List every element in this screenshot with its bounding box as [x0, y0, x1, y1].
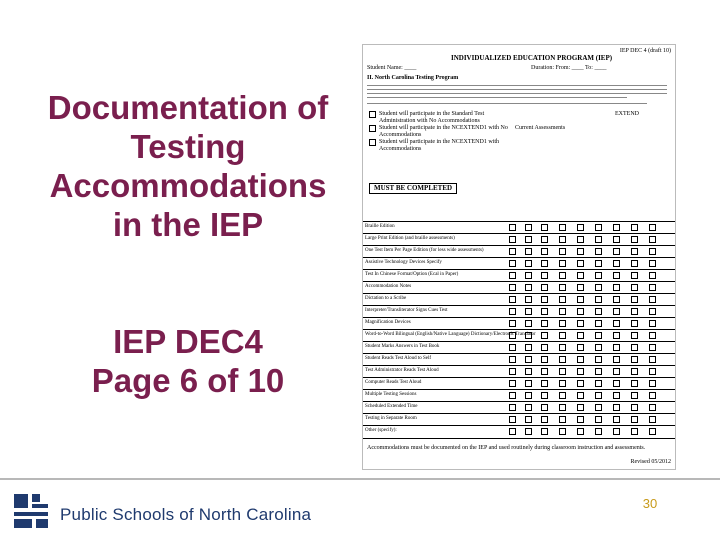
grid-checkbox[interactable]: [541, 260, 548, 267]
grid-checkbox[interactable]: [577, 368, 584, 375]
grid-checkbox[interactable]: [577, 284, 584, 291]
grid-checkbox[interactable]: [509, 320, 516, 327]
grid-checkbox[interactable]: [613, 380, 620, 387]
grid-checkbox[interactable]: [509, 308, 516, 315]
grid-checkbox[interactable]: [649, 308, 656, 315]
grid-checkbox[interactable]: [509, 248, 516, 255]
grid-checkbox[interactable]: [577, 272, 584, 279]
grid-checkbox[interactable]: [631, 296, 638, 303]
grid-checkbox[interactable]: [541, 392, 548, 399]
grid-checkbox[interactable]: [525, 428, 532, 435]
title-line: in the IEP: [112, 206, 264, 243]
grid-checkbox[interactable]: [541, 308, 548, 315]
grid-checkbox[interactable]: [595, 416, 602, 423]
grid-checkbox[interactable]: [577, 428, 584, 435]
grid-checkbox[interactable]: [509, 332, 516, 339]
grid-checkbox[interactable]: [631, 380, 638, 387]
title-line: Accommodations: [49, 167, 327, 204]
grid-checkbox[interactable]: [559, 224, 566, 231]
grid-checkbox[interactable]: [631, 344, 638, 351]
grid-checkbox[interactable]: [649, 320, 656, 327]
grid-checkbox[interactable]: [595, 368, 602, 375]
grid-checkbox[interactable]: [613, 272, 620, 279]
student-name-label: Student Name: ____: [367, 65, 417, 71]
grid-checkbox[interactable]: [541, 296, 548, 303]
subtitle-line: Page 6 of 10: [91, 362, 285, 399]
grid-checkbox[interactable]: [541, 380, 548, 387]
grid-checkbox[interactable]: [559, 392, 566, 399]
grid-checkbox[interactable]: [631, 284, 638, 291]
grid-checkbox[interactable]: [631, 332, 638, 339]
grid-checkbox[interactable]: [541, 224, 548, 231]
grid-checkbox[interactable]: [649, 392, 656, 399]
grid-checkbox[interactable]: [631, 428, 638, 435]
grid-checkbox[interactable]: [525, 248, 532, 255]
grid-checkbox[interactable]: [613, 404, 620, 411]
row-label: Other (specify):: [365, 428, 397, 433]
grid-checkbox[interactable]: [613, 428, 620, 435]
option-label: Student will participate in the NCEXTEND1 with No Accommodations: [379, 125, 508, 138]
grid-checkbox[interactable]: [613, 332, 620, 339]
row-label: Test Administrator Reads Test Aloud: [365, 368, 439, 373]
grid-checkbox[interactable]: [559, 236, 566, 243]
grid-checkbox[interactable]: [541, 404, 548, 411]
grid-checkbox[interactable]: [509, 356, 516, 363]
grid-checkbox[interactable]: [613, 236, 620, 243]
grid-checkbox[interactable]: [577, 344, 584, 351]
grid-checkbox[interactable]: [577, 248, 584, 255]
grid-checkbox[interactable]: [631, 308, 638, 315]
grid-checkbox[interactable]: [595, 404, 602, 411]
grid-checkbox[interactable]: [559, 332, 566, 339]
text-line: [367, 97, 627, 98]
grid-checkbox[interactable]: [649, 368, 656, 375]
grid-checkbox[interactable]: [631, 404, 638, 411]
grid-checkbox[interactable]: [649, 344, 656, 351]
row-label: Assistive Technology Devices Specify: [365, 260, 442, 265]
grid-checkbox[interactable]: [509, 224, 516, 231]
grid-checkbox[interactable]: [525, 284, 532, 291]
grid-checkbox[interactable]: [613, 284, 620, 291]
row-label: Scheduled Extended Time: [365, 404, 418, 409]
grid-checkbox[interactable]: [613, 224, 620, 231]
grid-checkbox[interactable]: [613, 416, 620, 423]
column-header: EXTEND: [615, 111, 639, 117]
grid-checkbox[interactable]: [577, 308, 584, 315]
grid-checkbox[interactable]: [541, 344, 548, 351]
grid-checkbox[interactable]: [509, 296, 516, 303]
subtitle-line: IEP DEC4: [113, 323, 263, 360]
grid-checkbox[interactable]: [595, 344, 602, 351]
column-header: Current Assessments: [515, 125, 566, 131]
grid-checkbox[interactable]: [595, 320, 602, 327]
grid-checkbox[interactable]: [541, 428, 548, 435]
grid-checkbox[interactable]: [649, 356, 656, 363]
page-number: 30: [642, 496, 658, 511]
grid-checkbox[interactable]: [509, 416, 516, 423]
grid-checkbox[interactable]: [631, 272, 638, 279]
grid-checkbox[interactable]: [595, 248, 602, 255]
grid-checkbox[interactable]: [649, 284, 656, 291]
text-line: [367, 103, 647, 104]
row-label: Large Print Edition (and braille assessments): [365, 236, 455, 241]
grid-checkbox[interactable]: [525, 380, 532, 387]
grid-checkbox[interactable]: [577, 392, 584, 399]
row-label: One Test Item Per Page Edition (for less wide assessments): [365, 248, 484, 253]
grid-checkbox[interactable]: [541, 320, 548, 327]
grid-checkbox[interactable]: [509, 428, 516, 435]
slide-subtitle: [18, 322, 358, 400]
text-line: [367, 89, 667, 90]
grid-checkbox[interactable]: [613, 320, 620, 327]
grid-checkbox[interactable]: [649, 404, 656, 411]
grid-checkbox[interactable]: [631, 260, 638, 267]
grid-checkbox[interactable]: [577, 320, 584, 327]
grid-checkbox[interactable]: [595, 236, 602, 243]
grid-checkbox[interactable]: [649, 248, 656, 255]
row-label: Dictation to a Scribe: [365, 296, 407, 301]
grid-checkbox[interactable]: [509, 344, 516, 351]
grid-checkbox[interactable]: [595, 428, 602, 435]
grid-checkbox[interactable]: [559, 248, 566, 255]
form-heading: INDIVIDUALIZED EDUCATION PROGRAM (IEP): [451, 54, 613, 62]
row-label: Computer Reads Test Aloud: [365, 380, 422, 385]
grid-checkbox[interactable]: [509, 368, 516, 375]
grid-checkbox[interactable]: [525, 308, 532, 315]
grid-checkbox[interactable]: [559, 368, 566, 375]
row-label: Testing in Separate Room: [365, 416, 417, 421]
grid-checkbox[interactable]: [559, 416, 566, 423]
grid-checkbox[interactable]: [509, 392, 516, 399]
grid-checkbox[interactable]: [577, 380, 584, 387]
grid-checkbox[interactable]: [595, 284, 602, 291]
text-line: [367, 85, 667, 86]
grid-checkbox[interactable]: [649, 332, 656, 339]
grid-checkbox[interactable]: [559, 428, 566, 435]
grid-checkbox[interactable]: [595, 272, 602, 279]
row-label: Accommodation Notes: [365, 284, 412, 289]
grid-checkbox[interactable]: [613, 344, 620, 351]
grid-checkbox[interactable]: [595, 356, 602, 363]
grid-checkbox[interactable]: [577, 224, 584, 231]
form-code: IEP DEC 4 (draft 10): [619, 48, 671, 54]
grid-checkbox[interactable]: [559, 344, 566, 351]
must-be-completed-label: MUST BE COMPLETED: [369, 183, 457, 194]
grid-checkbox[interactable]: [559, 356, 566, 363]
grid-checkbox[interactable]: [541, 272, 548, 279]
grid-checkbox[interactable]: [613, 368, 620, 375]
grid-checkbox[interactable]: [649, 272, 656, 279]
grid-checkbox[interactable]: [559, 320, 566, 327]
option-checkbox[interactable]: [369, 111, 376, 118]
grid-checkbox[interactable]: [541, 416, 548, 423]
grid-checkbox[interactable]: [525, 416, 532, 423]
grid-checkbox[interactable]: [559, 308, 566, 315]
row-label: Student Reads Test Aloud to Self: [365, 356, 432, 361]
grid-checkbox[interactable]: [525, 392, 532, 399]
grid-checkbox[interactable]: [541, 248, 548, 255]
grid-checkbox[interactable]: [595, 224, 602, 231]
row-label: Magnification Devices: [365, 320, 411, 325]
org-name: Public Schools of North Carolina: [60, 505, 312, 524]
title-line: Documentation of: [47, 89, 329, 126]
text-line: [367, 93, 667, 94]
iep-form-image: [362, 44, 676, 470]
grid-checkbox[interactable]: [649, 296, 656, 303]
option-checkbox[interactable]: [369, 139, 376, 146]
grid-checkbox[interactable]: [525, 272, 532, 279]
grid-checkbox[interactable]: [525, 224, 532, 231]
grid-checkbox[interactable]: [525, 344, 532, 351]
grid-checkbox[interactable]: [577, 356, 584, 363]
grid-checkbox[interactable]: [577, 404, 584, 411]
grid-checkbox[interactable]: [525, 320, 532, 327]
grid-checkbox[interactable]: [577, 296, 584, 303]
grid-checkbox[interactable]: [631, 392, 638, 399]
grid-checkbox[interactable]: [613, 248, 620, 255]
grid-checkbox[interactable]: [649, 380, 656, 387]
grid-checkbox[interactable]: [525, 368, 532, 375]
row-label: Interpreter/Transliterator Signs Cues Test: [365, 308, 448, 313]
grid-checkbox[interactable]: [649, 236, 656, 243]
row-label: Test In Chinese Format/Option (Ecal in Paper): [365, 272, 459, 277]
form-footnote: Accommodations must be documented on the IEP and used routinely during classroom instruction and assessments.: [367, 445, 646, 451]
slide-title: [18, 88, 358, 244]
grid-checkbox[interactable]: [541, 332, 548, 339]
grid-row: [363, 425, 675, 439]
section-label: II. North Carolina Testing Program: [367, 75, 459, 81]
grid-checkbox[interactable]: [509, 236, 516, 243]
grid-checkbox[interactable]: [613, 392, 620, 399]
grid-checkbox[interactable]: [577, 332, 584, 339]
grid-checkbox[interactable]: [541, 356, 548, 363]
grid-checkbox[interactable]: [613, 260, 620, 267]
grid-checkbox[interactable]: [649, 224, 656, 231]
grid-checkbox[interactable]: [649, 416, 656, 423]
row-label: Braille Edition: [365, 224, 395, 229]
row-label: Multiple Testing Sessions: [365, 392, 417, 397]
grid-checkbox[interactable]: [525, 404, 532, 411]
grid-checkbox[interactable]: [509, 380, 516, 387]
grid-checkbox[interactable]: [559, 404, 566, 411]
grid-checkbox[interactable]: [509, 404, 516, 411]
grid-checkbox[interactable]: [525, 236, 532, 243]
grid-checkbox[interactable]: [541, 236, 548, 243]
grid-checkbox[interactable]: [595, 380, 602, 387]
grid-checkbox[interactable]: [613, 356, 620, 363]
grid-checkbox[interactable]: [577, 236, 584, 243]
grid-checkbox[interactable]: [577, 416, 584, 423]
grid-checkbox[interactable]: [613, 308, 620, 315]
grid-checkbox[interactable]: [595, 308, 602, 315]
revision-date: Revised 05/2012: [630, 459, 671, 465]
grid-checkbox[interactable]: [559, 284, 566, 291]
grid-checkbox[interactable]: [525, 356, 532, 363]
grid-checkbox[interactable]: [631, 368, 638, 375]
row-label: Word-to-Word Bilingual (English/Native Language) Dictionary/Electronic Translator: [365, 332, 536, 337]
grid-checkbox[interactable]: [525, 332, 532, 339]
grid-checkbox[interactable]: [631, 236, 638, 243]
dpi-logo-icon: [12, 490, 52, 530]
grid-checkbox[interactable]: [595, 332, 602, 339]
option-label: Student will participate in the NCEXTEND1 with Accommodations: [379, 139, 499, 152]
grid-checkbox[interactable]: [631, 224, 638, 231]
grid-checkbox[interactable]: [631, 356, 638, 363]
option-checkbox[interactable]: [369, 125, 376, 132]
grid-checkbox[interactable]: [559, 296, 566, 303]
grid-checkbox[interactable]: [525, 296, 532, 303]
grid-checkbox[interactable]: [559, 380, 566, 387]
title-line: Testing: [130, 128, 246, 165]
grid-checkbox[interactable]: [541, 284, 548, 291]
grid-checkbox[interactable]: [631, 416, 638, 423]
grid-checkbox[interactable]: [509, 260, 516, 267]
grid-checkbox[interactable]: [595, 296, 602, 303]
grid-checkbox[interactable]: [649, 428, 656, 435]
grid-checkbox[interactable]: [525, 260, 532, 267]
footer-divider: [0, 478, 720, 480]
grid-checkbox[interactable]: [613, 296, 620, 303]
grid-checkbox[interactable]: [595, 260, 602, 267]
grid-checkbox[interactable]: [631, 320, 638, 327]
grid-checkbox[interactable]: [559, 272, 566, 279]
grid-checkbox[interactable]: [559, 260, 566, 267]
grid-checkbox[interactable]: [541, 368, 548, 375]
row-label: Student Marks Answers in Test Book: [365, 344, 440, 349]
grid-checkbox[interactable]: [577, 260, 584, 267]
duration-label: Duration: From: ____ To: ____: [531, 65, 607, 71]
grid-checkbox[interactable]: [595, 392, 602, 399]
grid-checkbox[interactable]: [649, 260, 656, 267]
option-label: Student will participate in the Standard Test Administration with No Accommodations: [379, 111, 485, 124]
grid-checkbox[interactable]: [509, 272, 516, 279]
grid-checkbox[interactable]: [631, 248, 638, 255]
grid-checkbox[interactable]: [509, 284, 516, 291]
